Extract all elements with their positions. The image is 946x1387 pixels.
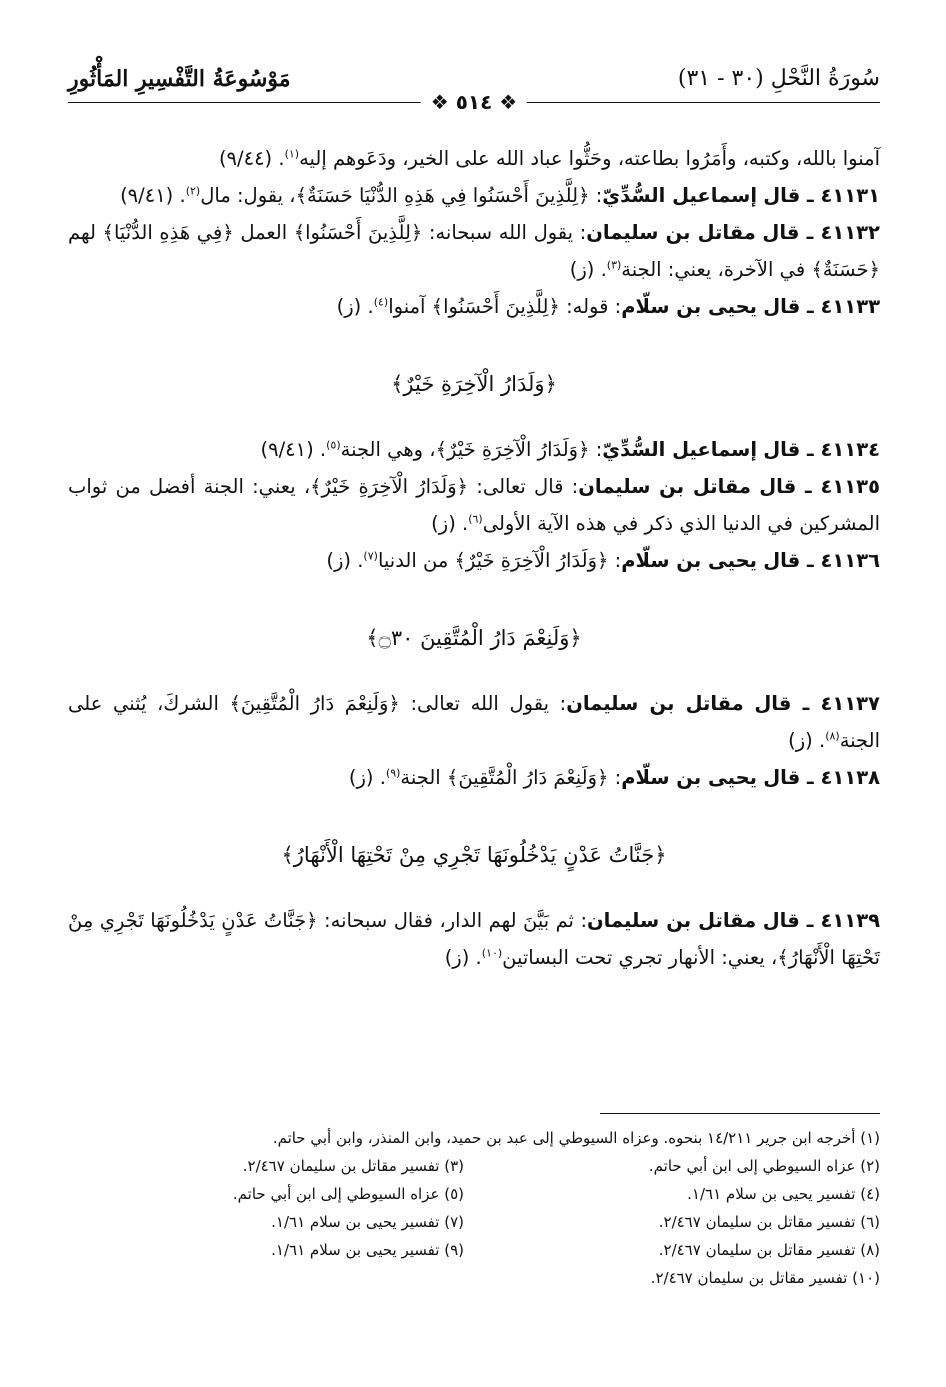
quran-quote: ﴿وَلَنِعْمَ دَارُ الْمُتَّقِينَ﴾ xyxy=(229,692,400,715)
text-run: . (ز) xyxy=(326,549,364,572)
quran-quote: ﴿وَلَدَارُ الْآخِرَةِ خَيْرٌ﴾ xyxy=(310,475,469,498)
entry-continuation xyxy=(68,140,880,177)
footnote-6: (٦) تفسير مقاتل بن سليمان ٢/٤٦٧. xyxy=(658,1213,880,1231)
text-run: ٤١١٣٩ ـ قال xyxy=(762,909,880,932)
narrator: إسماعيل السُّدِّيّ xyxy=(602,438,758,461)
footnote-ref[interactable]: (٥) xyxy=(326,438,341,452)
text-run: : xyxy=(595,438,603,461)
entry-41135 xyxy=(68,468,880,542)
text-run: ٤١١٣٤ ـ قال xyxy=(763,438,880,461)
text-run: ٤١١٣٣ ـ قال xyxy=(763,295,880,318)
text-run: ، يقول: مال xyxy=(200,184,296,207)
text-run: في الآخرة، يعني: الجنة xyxy=(621,258,806,281)
text-run: قال تعالى: xyxy=(476,475,564,498)
text-run: ، وهي الجنة xyxy=(340,438,436,461)
narrator: يحيى بن سلّام xyxy=(621,549,758,572)
entry-41137 xyxy=(68,685,880,759)
text-run: . (ز) xyxy=(444,946,482,969)
footnote-ref[interactable]: (١) xyxy=(284,147,300,161)
quran-quote: ﴿وَلَدَارُ الْآخِرَةِ خَيْرٌ﴾ xyxy=(435,438,590,461)
quran-quote: ﴿وَلَنِعْمَ دَارُ الْمُتَّقِينَ﴾ xyxy=(446,766,609,789)
text-run: الشركَ، يُثني على الجنة xyxy=(68,692,880,752)
quran-quote: ﴿لِلَّذِينَ أَحْسَنُوا﴾ xyxy=(431,295,560,318)
text-run: يقول الله سبحانه: xyxy=(428,221,574,244)
footnote-2: (٢) عزاه السيوطي إلى ابن أبي حاتم. xyxy=(648,1157,880,1175)
narrator: يحيى بن سلّام xyxy=(621,766,758,789)
text-run: : xyxy=(559,692,567,715)
text-run: ، يعني: الجنة أفضل من ثواب المشركين في الدنيا الذي ذكر في هذه الآية الأولى xyxy=(68,475,880,535)
entry-41131 xyxy=(68,177,880,214)
text-run: ٤١١٣٨ ـ قال xyxy=(763,766,880,789)
text-run: . (ز) xyxy=(788,729,826,752)
text-run: . (ز) xyxy=(431,512,469,535)
text-run: : xyxy=(579,221,587,244)
text-run: قوله: xyxy=(566,295,609,318)
narrator: إسماعيل السُّدِّيّ xyxy=(602,184,758,207)
text-run: العمل xyxy=(240,221,288,244)
text-run: يقول الله تعالى: xyxy=(410,692,549,715)
verse-heading: ﴿وَلَدَارُ الْآخِرَةِ خَيْرٌ﴾ xyxy=(391,372,557,396)
footnote-ref[interactable]: (١٠) xyxy=(481,946,503,960)
text-run: ٤١١٣٢ ـ قال xyxy=(762,221,880,244)
footnote-ref[interactable]: (٨) xyxy=(825,729,840,743)
text-run: : xyxy=(614,549,622,572)
text-run: . (ز) xyxy=(336,295,374,318)
footnote-ref[interactable]: (٤) xyxy=(373,295,389,309)
quran-quote: ﴿وَلَدَارُ الْآخِرَةِ خَيْرٌ﴾ xyxy=(454,549,609,572)
footnote-8: (٨) تفسير مقاتل بن سليمان ٢/٤٦٧. xyxy=(658,1241,880,1259)
text-run: لهم xyxy=(68,221,96,244)
narrator: مقاتل بن سليمان xyxy=(587,909,757,932)
footnote-ref[interactable]: (٩) xyxy=(385,766,401,780)
text-run: ثم بَيَّنَ لهم الدار، فقال سبحانه: xyxy=(324,909,574,932)
quran-quote: ﴿حَسَنَةٌ﴾ xyxy=(811,258,880,281)
text-run: ٤١١٣٥ ـ قال xyxy=(759,475,880,498)
narrator: مقاتل بن سليمان xyxy=(578,475,751,498)
text-run: : xyxy=(571,475,579,498)
footnote-rule xyxy=(600,1113,880,1114)
text-run: : xyxy=(580,909,588,932)
footnote-1: (١) أخرجه ابن جرير ١٤/٢١١ بنحوه. وعزاه السيوطي إلى عبد بن حميد، وابن المنذر، وابن أبي حاتم. xyxy=(272,1129,880,1147)
footnote-4: (٤) تفسير يحيى بن سلام ١/٦١. xyxy=(687,1185,880,1203)
entry-41132 xyxy=(68,214,880,288)
quran-quote: ﴿جَنَّاتُ عَدْنٍ يَدْخُلُونَهَا تَجْرِي مِنْ تَحْتِهَا الْأَنْهَارُ﴾ xyxy=(68,909,880,969)
footnote-ref[interactable]: (٢) xyxy=(185,184,201,198)
footnote-ref[interactable]: (٣) xyxy=(606,258,622,272)
text-run: . (ز) xyxy=(348,766,386,789)
quran-quote: ﴿لِلَّذِينَ أَحْسَنُوا فِي هَذِهِ الدُّنْيَا حَسَنَةٌ﴾ xyxy=(295,184,590,207)
text-run: : xyxy=(614,766,622,789)
text-run: . (٩/٤١) xyxy=(120,184,186,207)
text-run: ٤١١٣١ ـ قال xyxy=(763,184,880,207)
text-run: ٤١١٣٦ ـ قال xyxy=(763,549,880,572)
footnote-9: (٩) تفسير يحيى بن سلام ١/٦١. xyxy=(271,1241,464,1259)
footnote-10: (١٠) تفسير مقاتل بن سليمان ٢/٤٦٧. xyxy=(650,1269,880,1287)
surah-title: سُورَةُ النَّحْلِ (٣٠ - ٣١) xyxy=(677,66,880,91)
footnote-ref[interactable]: (٧) xyxy=(363,549,378,563)
text-run: ، يعني: الأنهار تجري تحت البساتين xyxy=(502,946,778,969)
text-run: . (٩/٤٤) xyxy=(218,147,285,170)
footnote-5: (٥) عزاه السيوطي إلى ابن أبي حاتم. xyxy=(232,1185,464,1203)
main-text xyxy=(68,140,880,976)
page-number: ❖ ٥١٤ ❖ xyxy=(421,90,527,114)
text-run: . (ز) xyxy=(569,258,607,281)
quran-quote: ﴿فِي هَذِهِ الدُّنْيَا﴾ xyxy=(102,221,234,244)
text-run: من الدنيا xyxy=(377,549,449,572)
entry-41136 xyxy=(68,542,880,579)
text-run: آمنوا بالله، وكتبه، وأَمَرُوا بطاعته، وحَثُّوا عباد الله على الخير، ودَعَوهم إليه xyxy=(299,147,880,170)
narrator: مقاتل بن سليمان xyxy=(566,692,744,715)
page-header xyxy=(68,62,880,116)
quran-quote: ﴿لِلَّذِينَ أَحْسَنُوا﴾ xyxy=(293,221,423,244)
text-run: آمنوا xyxy=(388,295,426,318)
footnote-grid xyxy=(68,1152,880,1264)
book-title: مَوْسُوعَةُ التَّفْسِيرِ المَأْثُورِ xyxy=(68,66,291,92)
entry-41138 xyxy=(68,759,880,796)
footnote-ref[interactable]: (٦) xyxy=(468,512,483,526)
footnote-3: (٣) تفسير مقاتل بن سليمان ٢/٤٦٧. xyxy=(242,1157,464,1175)
entry-41134 xyxy=(68,431,880,468)
footnotes xyxy=(68,1124,880,1292)
footnote-7: (٧) تفسير يحيى بن سلام ١/٦١. xyxy=(271,1213,464,1231)
text-run: . (٩/٤١) xyxy=(260,438,327,461)
text-run: ٤١١٣٧ ـ قال xyxy=(754,692,880,715)
entry-41133 xyxy=(68,288,880,325)
verse-heading: ﴿جَنَّاتُ عَدْنٍ يَدْخُلُونَهَا تَجْرِي مِنْ تَحْتِهَا الْأَنْهَارُ﴾ xyxy=(281,843,667,867)
narrator: يحيى بن سلّام xyxy=(621,295,758,318)
entry-41139 xyxy=(68,902,880,976)
narrator: مقاتل بن سليمان xyxy=(586,221,756,244)
text-run: : xyxy=(595,184,603,207)
text-run: الجنة xyxy=(400,766,441,789)
text-run: : xyxy=(614,295,622,318)
verse-heading: ﴿وَلَنِعْمَ دَارُ الْمُتَّقِينَ ۝٣٠﴾ xyxy=(366,626,582,650)
